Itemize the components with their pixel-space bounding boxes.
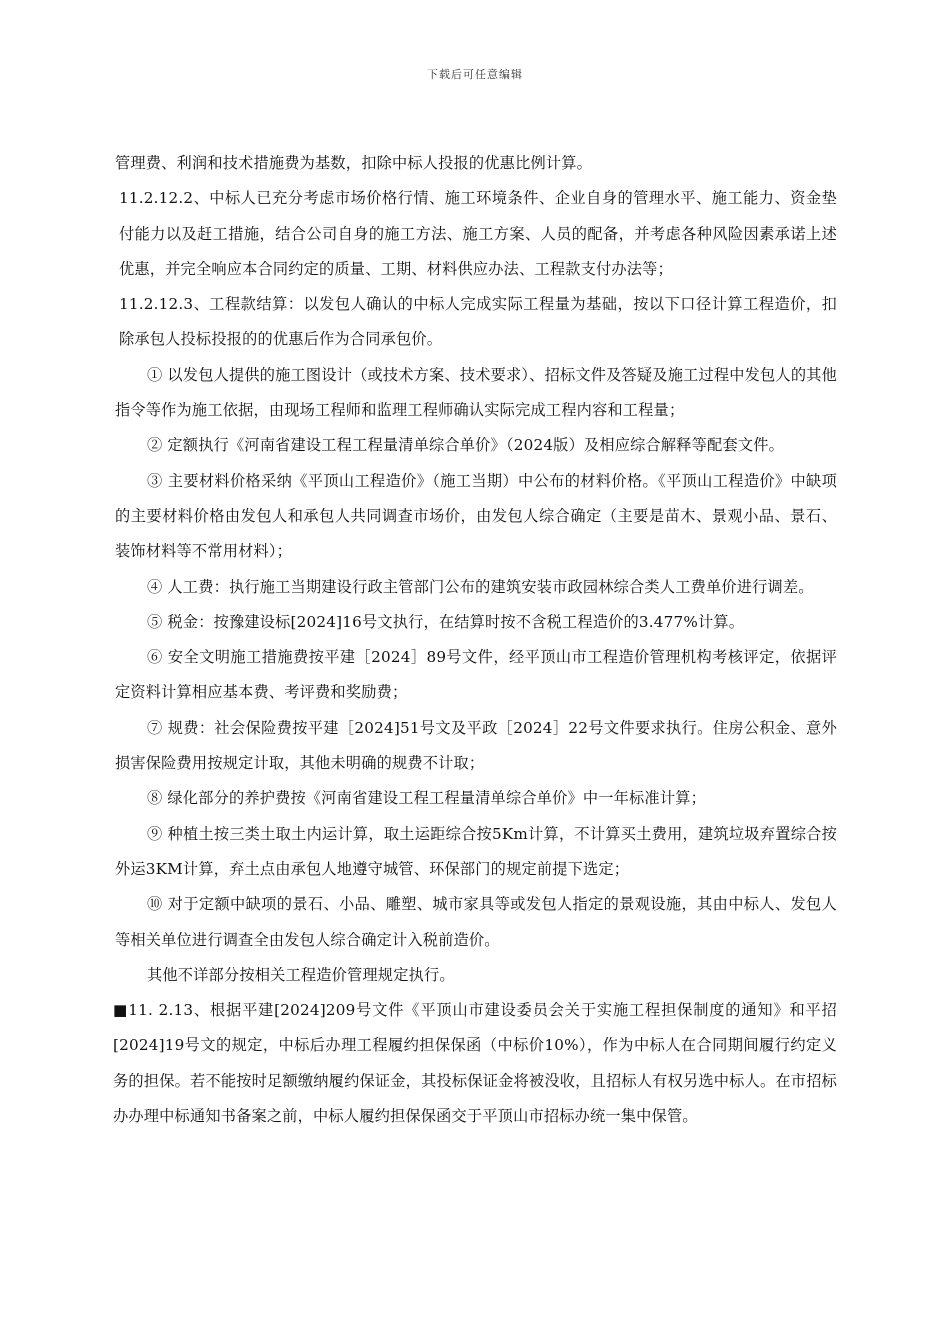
clause-11-2-12-3: 11.2.12.3、工程款结算：以发包人确认的中标人完成实际工程量为基础，按以下口径计算工程造价，扣除承包人投标投报的的优惠后作为合同承包价。 [119, 295, 837, 349]
item-2-quota: ② 定额执行《河南省建设工程工程量清单综合单价》（2024版）及相应综合解释等配套文件。 [147, 436, 784, 455]
item-7-regulatory-fees: ⑦ 规费：社会保险费按平建［2024]51号文及平政［2024］22号文件要求执行。住房公积金、意外损害保险费用按规定计取，其他未明确的规费不计取； [115, 718, 837, 773]
paragraph-fee-basis: 管理费、利润和技术措施费为基数，扣除中标人投报的优惠比例计算。 [115, 154, 593, 172]
document-body [115, 146, 837, 1134]
page-header: 下载后可任意编辑 [427, 68, 523, 81]
item-6-safety-fee: ⑥ 安全文明施工措施费按平建［2024］89号文件，经平顶山市工程造价管理机构考核评定，依据评定资料计算相应基本费、考评费和奖励费； [115, 648, 837, 702]
paragraph-other: 其他不详部分按相关工程造价管理规定执行。 [147, 965, 455, 984]
item-4-labor-cost: ④ 人工费：执行施工当期建设行政主管部门公布的建筑安装市政园林综合类人工费单价进行调差。 [147, 577, 814, 596]
item-3-material-price: ③ 主要材料价格采纳《平顶山工程造价》（施工当期）中公布的材料价格。《平顶山工程造价》中缺项的主要材料价格由发包人和承包人共同调查市场价，由发包人综合确定（主要是苗木、景观小品、景石、装饰材料等不常用材料）； [115, 471, 837, 561]
item-8-maintenance-fee: ⑧ 绿化部分的养护费按《河南省建设工程工程量清单综合单价》中一年标准计算； [147, 789, 706, 808]
clause-11-2-12-2: 11.2.12.2、中标人已充分考虑市场价格行情、施工环境条件、企业自身的管理水平、施工能力、资金垫付能力以及赶工措施，结合公司自身的施工方法、施工方案、人员的配备，并考虑各种风险因素承诺上述优惠，并完全响应本合同约定的质量、工期、材料供应办法、工程款支付办法等； [119, 189, 837, 278]
item-5-tax: ⑤ 税金：按豫建设标[2024]16号文执行，在结算时按不含税工程造价的3.477%计算。 [147, 612, 745, 631]
clause-11-2-13: ■11. 2.13、根据平建[2024]209号文件《平顶山市建设委员会关于实施工程担保制度的通知》和平招[2024]19号文的规定，中标后办理工程履约担保保函（中标价10%），作为中标人在合同期间履行约定义务的担保。若不能按时足额缴纳履约保证金，其投标保证金将被没收，且招标人有权另选中标人。在市招标办办理中标通知书备案之前，中标人履约担保保函交于平顶山市招标办统一集中保管。 [113, 1001, 837, 1126]
item-9-planting-soil: ⑨ 种植土按三类土取土内运计算，取土运距综合按5Km计算，不计算买土费用，建筑垃圾弃置综合按外运3KM计算，弃土点由承包人地遵守城管、环保部门的规定前提下选定； [115, 824, 837, 878]
item-1-construction-basis: ① 以发包人提供的施工图设计（或技术方案、技术要求）、招标文件及答疑及施工过程中发包人的其他指令等作为施工依据，由现场工程师和监理工程师确认实际完成工程内容和工程量； [115, 365, 837, 420]
item-10-missing-items: ⑩ 对于定额中缺项的景石、小品、雕塑、城市家具等或发包人指定的景观设施，其由中标人、发包人等相关单位进行调查全由发包人综合确定计入税前造价。 [115, 895, 837, 949]
